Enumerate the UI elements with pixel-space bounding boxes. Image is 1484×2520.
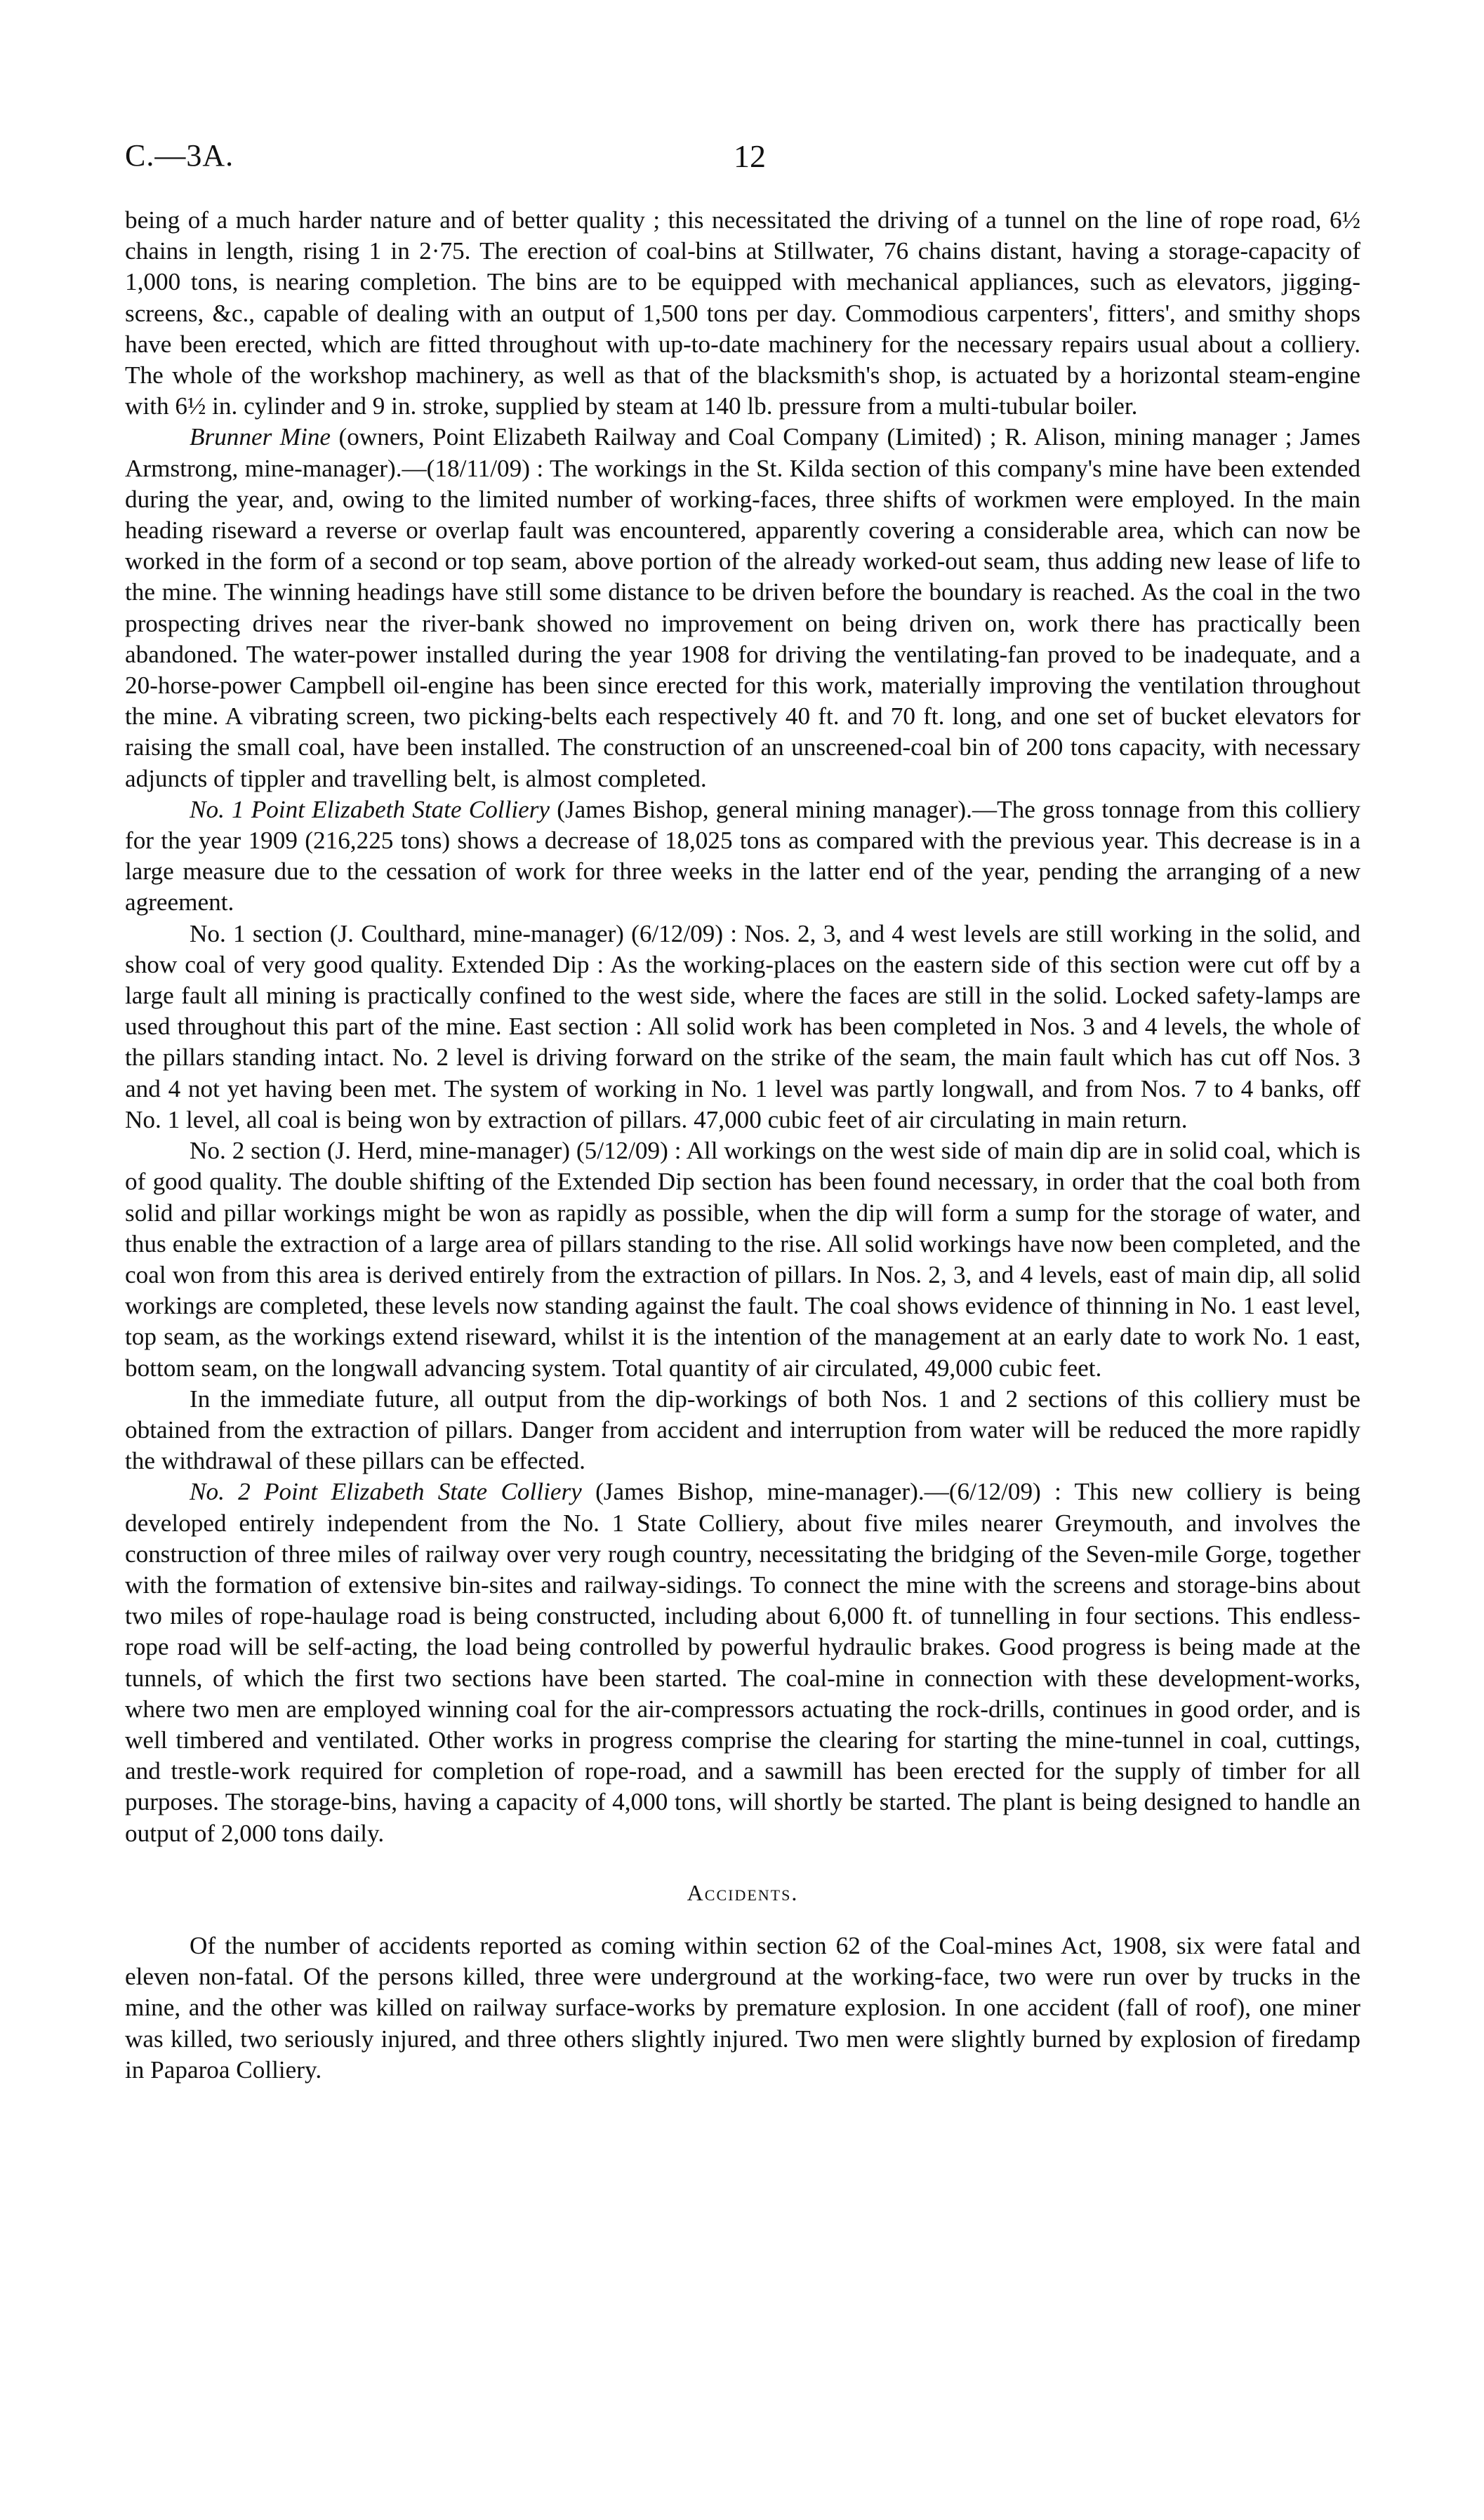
paragraph-lead: Point Elizabeth State Colliery [251, 795, 550, 823]
paragraph-body: (James Bishop, mine-manager).—(6/12/09) : This new colliery is being developed entirely independent from the No. 1 State Colliery, about five miles nearer Greymouth, and involves the construction of three miles of railway over very rough country, necessitating the bridging of the Seven-mile Gorge, together with the formation of extensive bin-sites and railway-sidings. To connect the mine with the screens and storage-bins about two miles of rope-haulage road is being constructed, including about 6,000 ft. of tunnelling in four sections. This endless-rope road will be self-acting, the load being controlled by powerful hydraulic brakes. Good progress is being made at the tunnels, of which the first two sections have been started. The coal-mine in connection with these development-works, where two men are employed winning coal for the air-compressors actuating the rock-drills, continues in good order, and is well timbered and ventilated. Other works in progress comprise the clearing for starting the mine-tunnel in coal, cuttings, and trestle-work required for completion of rope-road, and a sawmill has been erected for the supply of timber for all purposes. The storage-bins, having a capacity of 4,000 tons, will shortly be started. The plant is being designed to handle an output of 2,000 tons daily. [125, 1478, 1360, 1847]
paragraph-continuation: being of a much harder nature and of better quality ; this necessitated the driving of a tunnel on the line of rope road, 6½ chains in length, rising 1 in 2·75. The erection of coal-bins at Stillwater, 76 chains distant, having a storage-capacity of 1,000 tons, is nearing completion. The bins are to be equipped with mechanical appliances, such as elevators, jigging-screens, &c., capable of dealing with an output of 1,500 tons per day. Commodious carpenters', fitters', and smithy shops have been erected, which are fitted throughout with up-to-date machinery for the necessary repairs usual about a colliery. The whole of the workshop machinery, as well as that of the blacksmith's shop, is actuated by a horizontal steam-engine with 6½ in. cylinder and 9 in. stroke, supplied by steam at 140 lb. pressure from a multi-tubular boiler. [125, 206, 1360, 420]
paragraph-lead-number: No. 2 [190, 1478, 265, 1506]
paragraph-body: (James Bishop, general mining manager).—The gross tonnage from this colliery for the year 1909 (216,225 tons) shows a decrease of 18,025 tons as compared with the previous year. This decrease is in a large measure due to the cessation of work for three weeks in the latter end of the year, pending the arranging of a new agreement. [125, 795, 1360, 916]
paragraph-body: (owners, Point Elizabeth Railway and Coal Company (Limited) ; R. Alison, mining manager ; James Armstrong, mine-manager).—(18/11/09) : The workings in the St. Kilda section of this company's mine have been extended during the year, and, owing to the limited number of working-faces, three shifts of workmen were employed. In the main heading riseward a reverse or overlap fault was encountered, apparently covering a considerable area, which can now be worked in the form of a second or top seam, above portion of the already worked-out seam, thus adding new lease of life to the mine. The winning headings have still some distance to be driven before the boundary is reached. As the coal in the two prospecting drives near the river-bank showed no improvement on being driven on, work there has practically been abandoned. The water-power installed during the year 1908 for driving the ventilating-fan proved to be inadequate, and a 20-horse-power Campbell oil-engine has been since erected for this work, materially improving the ventilation throughout the mine. A vibrating screen, two picking-belts each respectively 40 ft. and 70 ft. long, and one set of bucket elevators for raising the small coal, have been installed. The construction of an unscreened-coal bin of 200 tons capacity, with necessary adjuncts of tippler and travelling belt, is almost completed. [125, 423, 1360, 792]
paragraph-no1-colliery [125, 794, 1360, 919]
body-text [125, 205, 1360, 2086]
paragraph-future-output: In the immediate future, all output from the dip-workings of both Nos. 1 and 2 sections of this colliery must be obtained from the extraction of pillars. Danger from accident and interruption from water will be reduced the more rapidly the withdrawal of these pillars can be effected. [125, 1385, 1360, 1475]
paragraph-lead: Point Elizabeth State Colliery [264, 1478, 582, 1506]
paragraph-lead-number: No. 1 [190, 795, 251, 823]
paragraph-no2-colliery [125, 1476, 1360, 1848]
paragraph-no2-section: No. 2 section (J. Herd, mine-manager) (5/12/09) : All workings on the west side of main dip are in solid coal, which is of good quality. The double shifting of the Extended Dip section has been found necessary, in order that the coal both from solid and pillar workings might be won as rapidly as possible, when the dip will form a sump for the storage of water, and thus enable the extraction of a large area of pillars standing to the rise. All solid workings have now been completed, and the coal won from this area is derived entirely from the extraction of pillars. In Nos. 2, 3, and 4 levels, east of main dip, all solid workings are completed, these levels now standing against the fault. The coal shows evidence of thinning in No. 1 east level, top seam, as the workings extend riseward, whilst it is the intention of the management at an early date to work No. 1 east, bottom seam, on the longwall advancing system. Total quantity of air circulated, 49,000 cubic feet. [125, 1137, 1360, 1382]
document-reference: C.—3A. [125, 138, 234, 173]
accidents-heading: Accidents. [687, 1879, 799, 1905]
paragraph-lead: Brunner Mine [190, 423, 331, 451]
page-number: 12 [734, 138, 766, 174]
paragraph-brunner-mine [125, 422, 1360, 794]
paragraph-accidents: Of the number of accidents reported as coming within section 62 of the Coal-mines Act, 1908, six were fatal and eleven non-fatal. Of the persons killed, three were underground at the working-face, two were run over by trucks in the mine, and the other was killed on railway surface-works by premature explosion. In one accident (fall of roof), one miner was killed, two seriously injured, and three others slightly injured. Two men were slightly burned by explosion of firedamp in Paparoa Colliery. [125, 1931, 1360, 2084]
paragraph-no1-section: No. 1 section (J. Coulthard, mine-manager) (6/12/09) : Nos. 2, 3, and 4 west levels are still working in the solid, and show coal of very good quality. Extended Dip : As the working-places on the eastern side of this section were cut off by a large fault all mining is practically confined to the west side, where the faces are still in the solid. Locked safety-lamps are used throughout this part of the mine. East section : All solid work has been completed in Nos. 3 and 4 levels, the whole of the pillars standing intact. No. 2 level is driving forward on the strike of the seam, the main fault which has cut off Nos. 3 and 4 not yet having been met. The system of working in No. 1 level was partly longwall, and from Nos. 7 to 4 banks, off No. 1 level, all coal is being won by extraction of pillars. 47,000 cubic feet of air circulating in main return. [125, 919, 1360, 1133]
